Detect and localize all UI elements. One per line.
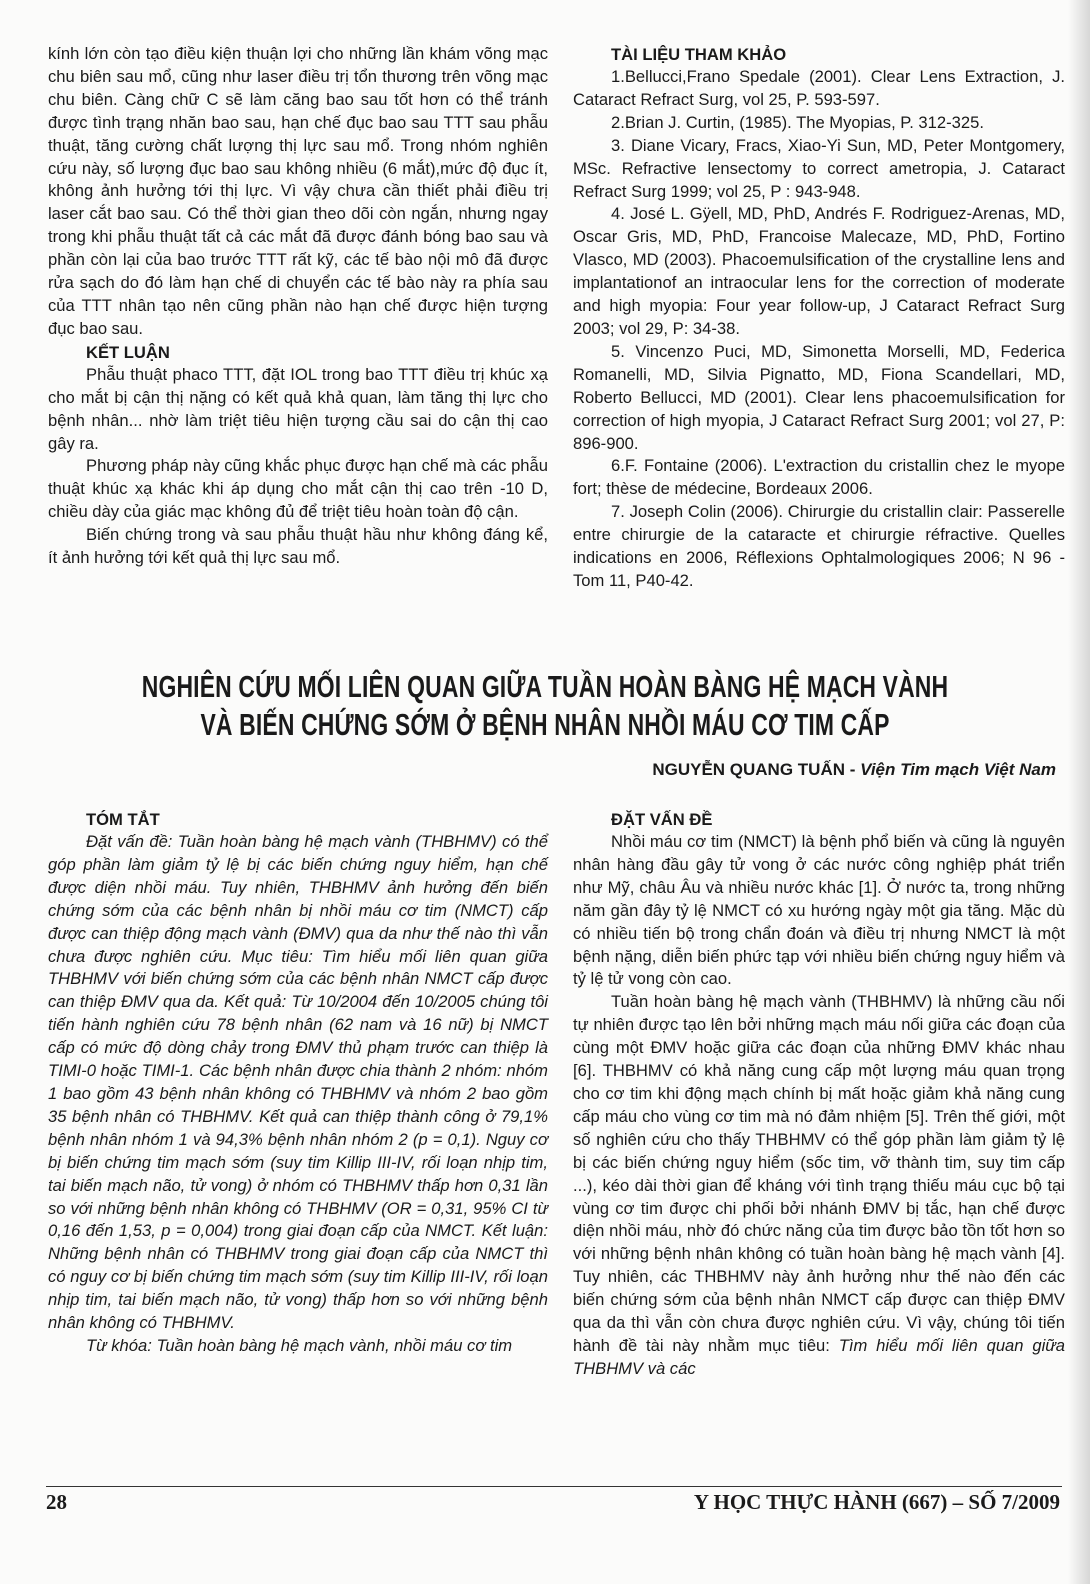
author-name: NGUYỄN QUANG TUẤN - (652, 760, 861, 779)
adjacent-page-shadow (1068, 0, 1090, 1584)
article-title-line-2: VÀ BIẾN CHỨNG SỚM Ở BỆNH NHÂN NHỒI MÁU CƠ TIM CẤP (200, 707, 890, 742)
reference-item: 5. Vincenzo Puci, MD, Simonetta Morselli, MD, Federica Romanelli, MD, Silvia Pignatto, MD, Fiona Scandellari, MD, Roberto Bellucci, MD (2001). Clear lens phacoemulsification for correction of high myopia, J Cataract Refract Surg 2001; vol 27, P: 896-900. (573, 341, 1065, 453)
reference-item: 7. Joseph Colin (2006). Chirurgie du cristallin clair: Passerelle entre chirurgie de la cataracte et chirurgie réfractive. Quelles indications en 2006, Réflexions Ophtalmologiques 2006; N 96 - Tom 11, P40-42. (573, 502, 1065, 590)
introduction-heading: ĐẶT VẤN ĐỀ (611, 810, 713, 829)
conclusion-paragraph: Phương pháp này cũng khắc phục được hạn chế mà các phẫu thuật khúc xạ khác khi áp dụng cho mắt cận thị cao trên -10 D, chiều dày của giác mạc không đủ để triệt tiêu hoàn toàn độ cận. (48, 456, 548, 522)
introduction-paragraph (573, 991, 1065, 1380)
author-affiliation: Viện Tim mạch Việt Nam (860, 760, 1056, 779)
article-title (0, 668, 1090, 744)
reference-item: 6.F. Fontaine (2006). L'extraction du cristallin chez le myope fort; thèse de médecine, Bordeaux 2006. (573, 456, 1065, 499)
abstract-column (48, 808, 548, 1358)
page-number: 28 (46, 1490, 67, 1514)
references-column (573, 43, 1065, 593)
introduction-column (573, 808, 1065, 1381)
abstract-keywords: Từ khóa: Tuần hoàn bàng hệ mạch vành, nhồi máu cơ tim (86, 1335, 513, 1355)
references-heading: TÀI LIỆU THAM KHẢO (611, 45, 787, 64)
reference-item: 3. Diane Vicary, Fracs, Xiao-Yi Sun, MD, Peter Montgomery, MSc. Refractive lensectomy to correct ametropia, J. Cataract Refract Surg 1999; vol 25, P : 943-948. (573, 135, 1065, 201)
reference-item: 1.Bellucci,Frano Spedale (2001). Clear Lens Extraction, J. Cataract Refract Surg, vol 25, P. 593-597. (573, 67, 1065, 109)
conclusion-paragraph: Phẫu thuật phaco TTT, đặt IOL trong bao TTT điều trị khúc xạ cho mắt bị cận thị nặng có kết quả khả quan, làm tăng thị lực cho bệnh nhân... nhờ làm triệt tiêu hiện tượng cầu sai do cận thị cao gây ra. (48, 364, 548, 453)
footer-divider (46, 1486, 1062, 1487)
introduction-paragraph: Nhồi máu cơ tim (NMCT) là bệnh phổ biến và cũng là nguyên nhân hàng đầu gây tử vong ở các nước công nghiệp phát triển như Mỹ, châu Âu và nhiều nước khác [1]. Ở nước ta, trong những năm gần đây tỷ lệ NMCT có xu hướng ngày một gia tăng. Mặc dù có nhiều tiến bộ trong chẩn đoán và điều trị nhưng NMCT là một bệnh nặng, diễn biến phức tạp với nhiều biến chứng nguy hiểm và tỷ lệ tử vong còn cao. (573, 832, 1065, 989)
author-line (652, 760, 1056, 780)
conclusion-paragraph: Biến chứng trong và sau phẫu thuật hầu như không đáng kể, ít ảnh hưởng tới kết quả thị lực sau mổ. (48, 525, 548, 568)
article-title-line-1: NGHIÊN CỨU MỐI LIÊN QUAN GIỮA TUẦN HOÀN BÀNG HỆ MẠCH VÀNH (141, 669, 949, 704)
discussion-paragraph: kính lớn còn tạo điều kiện thuận lợi cho những lần khám võng mạc chu biên sau mổ, cũng như laser điều trị tổn thương trên võng mạc chu biên. Càng chữ C sẽ làm căng bao sau tốt hơn có thể tránh được tình trạng nhăn bao sau, hạn chế đục bao sau TTT sau phẫu thuật, tăng cường chất lượng thị lực sau mổ. Trong nhóm nghiên cứu này, số lượng đục bao sau không nhiều (6 mắt),mức độ đục ít, không ảnh hưởng tới thị lực. Vì vậy chưa cần thiết phải điều trị laser cắt bao sau. Có thể thời gian theo dõi còn ngắn, nhưng ngay trong khi phẫu thuật tất cả các mắt đã được đánh bóng bao sau và phần còn lại của bao trước TTT rất kỹ, các tế bào nội mô đã được rửa sạch do đó làm hạn chế di chuyển các tế bào này ra phía sau của TTT nhân tạo nên cũng phần nào hạn chế được hiện tượng đục bao sau. (48, 44, 548, 338)
abstract-body: Đặt vấn đề: Tuần hoàn bàng hệ mạch vành (THBHMV) có thể góp phần làm giảm tỷ lệ bị các biến chứng nguy hiểm, hạn chế được diện nhồi máu. Tuy nhiên, THBHMV ảnh hưởng đến biến chứng sớm của các bệnh nhân bị nhồi máu cơ tim (NMCT) cấp được can thiệp động mạch vành (ĐMV) qua da như thế nào thì vẫn chưa được nghiên cứu. Mục tiêu: Tìm hiểu mối liên quan giữa THBHMV với biến chứng sớm của các bệnh nhân NMCT cấp được can thiệp ĐMV qua da. Kết quả: Từ 10/2004 đến 10/2005 chúng tôi tiến hành nghiên cứu 78 bệnh nhân (62 nam và 16 nữ) bị NMCT cấp có mức độ dòng chảy trong ĐMV thủ phạm trước can thiệp là TIMI-0 hoặc TIMI-1. Các bệnh nhân được chia thành 2 nhóm: nhóm 1 bao gồm 43 bệnh nhân không có THBHMV và nhóm 2 bao gồm 35 bệnh nhân có THBHMV. Kết quả can thiệp thành công ở 79,1% bệnh nhân nhóm 1 và 94,3% bệnh nhân nhóm 2 (p = 0,1). Nguy cơ bị biến chứng tim mạch sớm (suy tim Killip III-IV, rối loạn nhịp tim, tai biến mạch não, tử vong) ở nhóm có THBHMV thấp hơn 0,31 lần so với những bệnh nhân không có THBHMV (OR = 0,31, 95% CI từ 0,16 đến 1,53, p = 0,004) trong giai đoạn cấp của NMCT. Kết luận: Những bệnh nhân có THBHMV trong giai đoạn cấp của NMCT thì có nguy cơ bị biến chứng tim mạch sớm (suy tim Killip III-IV, rối loạn nhịp tim, tai biến mạch não, tử vong) thấp hơn so với những bệnh nhân không có THBHMV. (48, 832, 548, 1333)
introduction-text: Tuần hoàn bàng hệ mạch vành (THBHMV) là những cầu nối tự nhiên được tạo lên bởi những mạch máu nối giữa các đoạn của cùng một ĐMV hoặc giữa các đoạn của những ĐMV khác nhau [6]. THBHMV có khả năng cung cấp một lượng máu quan trọng cho cơ tim khi động mạch chính bị mất hoặc giảm khả năng cung cấp máu cho vùng cơ tim mà nó đảm nhiệm [5]. Trên thế giới, một số nghiên cứu cho thấy THBHMV có thể góp phần làm giảm tỷ lệ bị các biến chứng nguy hiểm (sốc tim, vỡ thành tim, suy tim cấp ...), kéo dài thời gian để kháng với tình trạng thiếu máu cục bộ tại vùng cơ tim được chi phối bởi nhánh ĐMV bị tắc, hạn chế được diện nhồi máu, nhờ đó chức năng của tim được bảo tồn tốt hơn so với những bệnh nhân không có tuần hoàn bàng hệ mạch vành [4]. Tuy nhiên, các THBHMV này ảnh hưởng như thế nào đến các biến chứng sớm của bệnh nhân NMCT cấp được can thiệp ĐMV qua da thì vẫn còn chưa được nghiên cứu. Vì vậy, chúng tôi tiến hành đề tài này nhằm mục tiêu: (573, 992, 1065, 1355)
objective-text: Tìm hiểu mối liên quan giữa THBHMV và các (573, 1335, 1065, 1378)
journal-issue: Y HỌC THỰC HÀNH (667) – SỐ 7/2009 (693, 1490, 1060, 1514)
conclusion-heading: KẾT LUẬN (86, 342, 170, 362)
abstract-heading: TÓM TẮT (86, 810, 160, 829)
reference-item: 2.Brian J. Curtin, (1985). The Myopias, P. 312-325. (611, 112, 984, 132)
previous-article-column-left (48, 43, 548, 570)
reference-item: 4. José L. Gÿell, MD, PhD, Andrés F. Rodriguez-Arenas, MD, Oscar Gris, MD, PhD, Francoise Malecaze, MD, PhD, Fortino Vlasco, MD (2003). Phacoemulsification of the crystalline lens and implantationof an intraocular lens for the correction of moderate and high myopia: Four year follow-up, J Cataract Refract Surg 2003; vol 29, P: 34-38. (573, 204, 1065, 338)
